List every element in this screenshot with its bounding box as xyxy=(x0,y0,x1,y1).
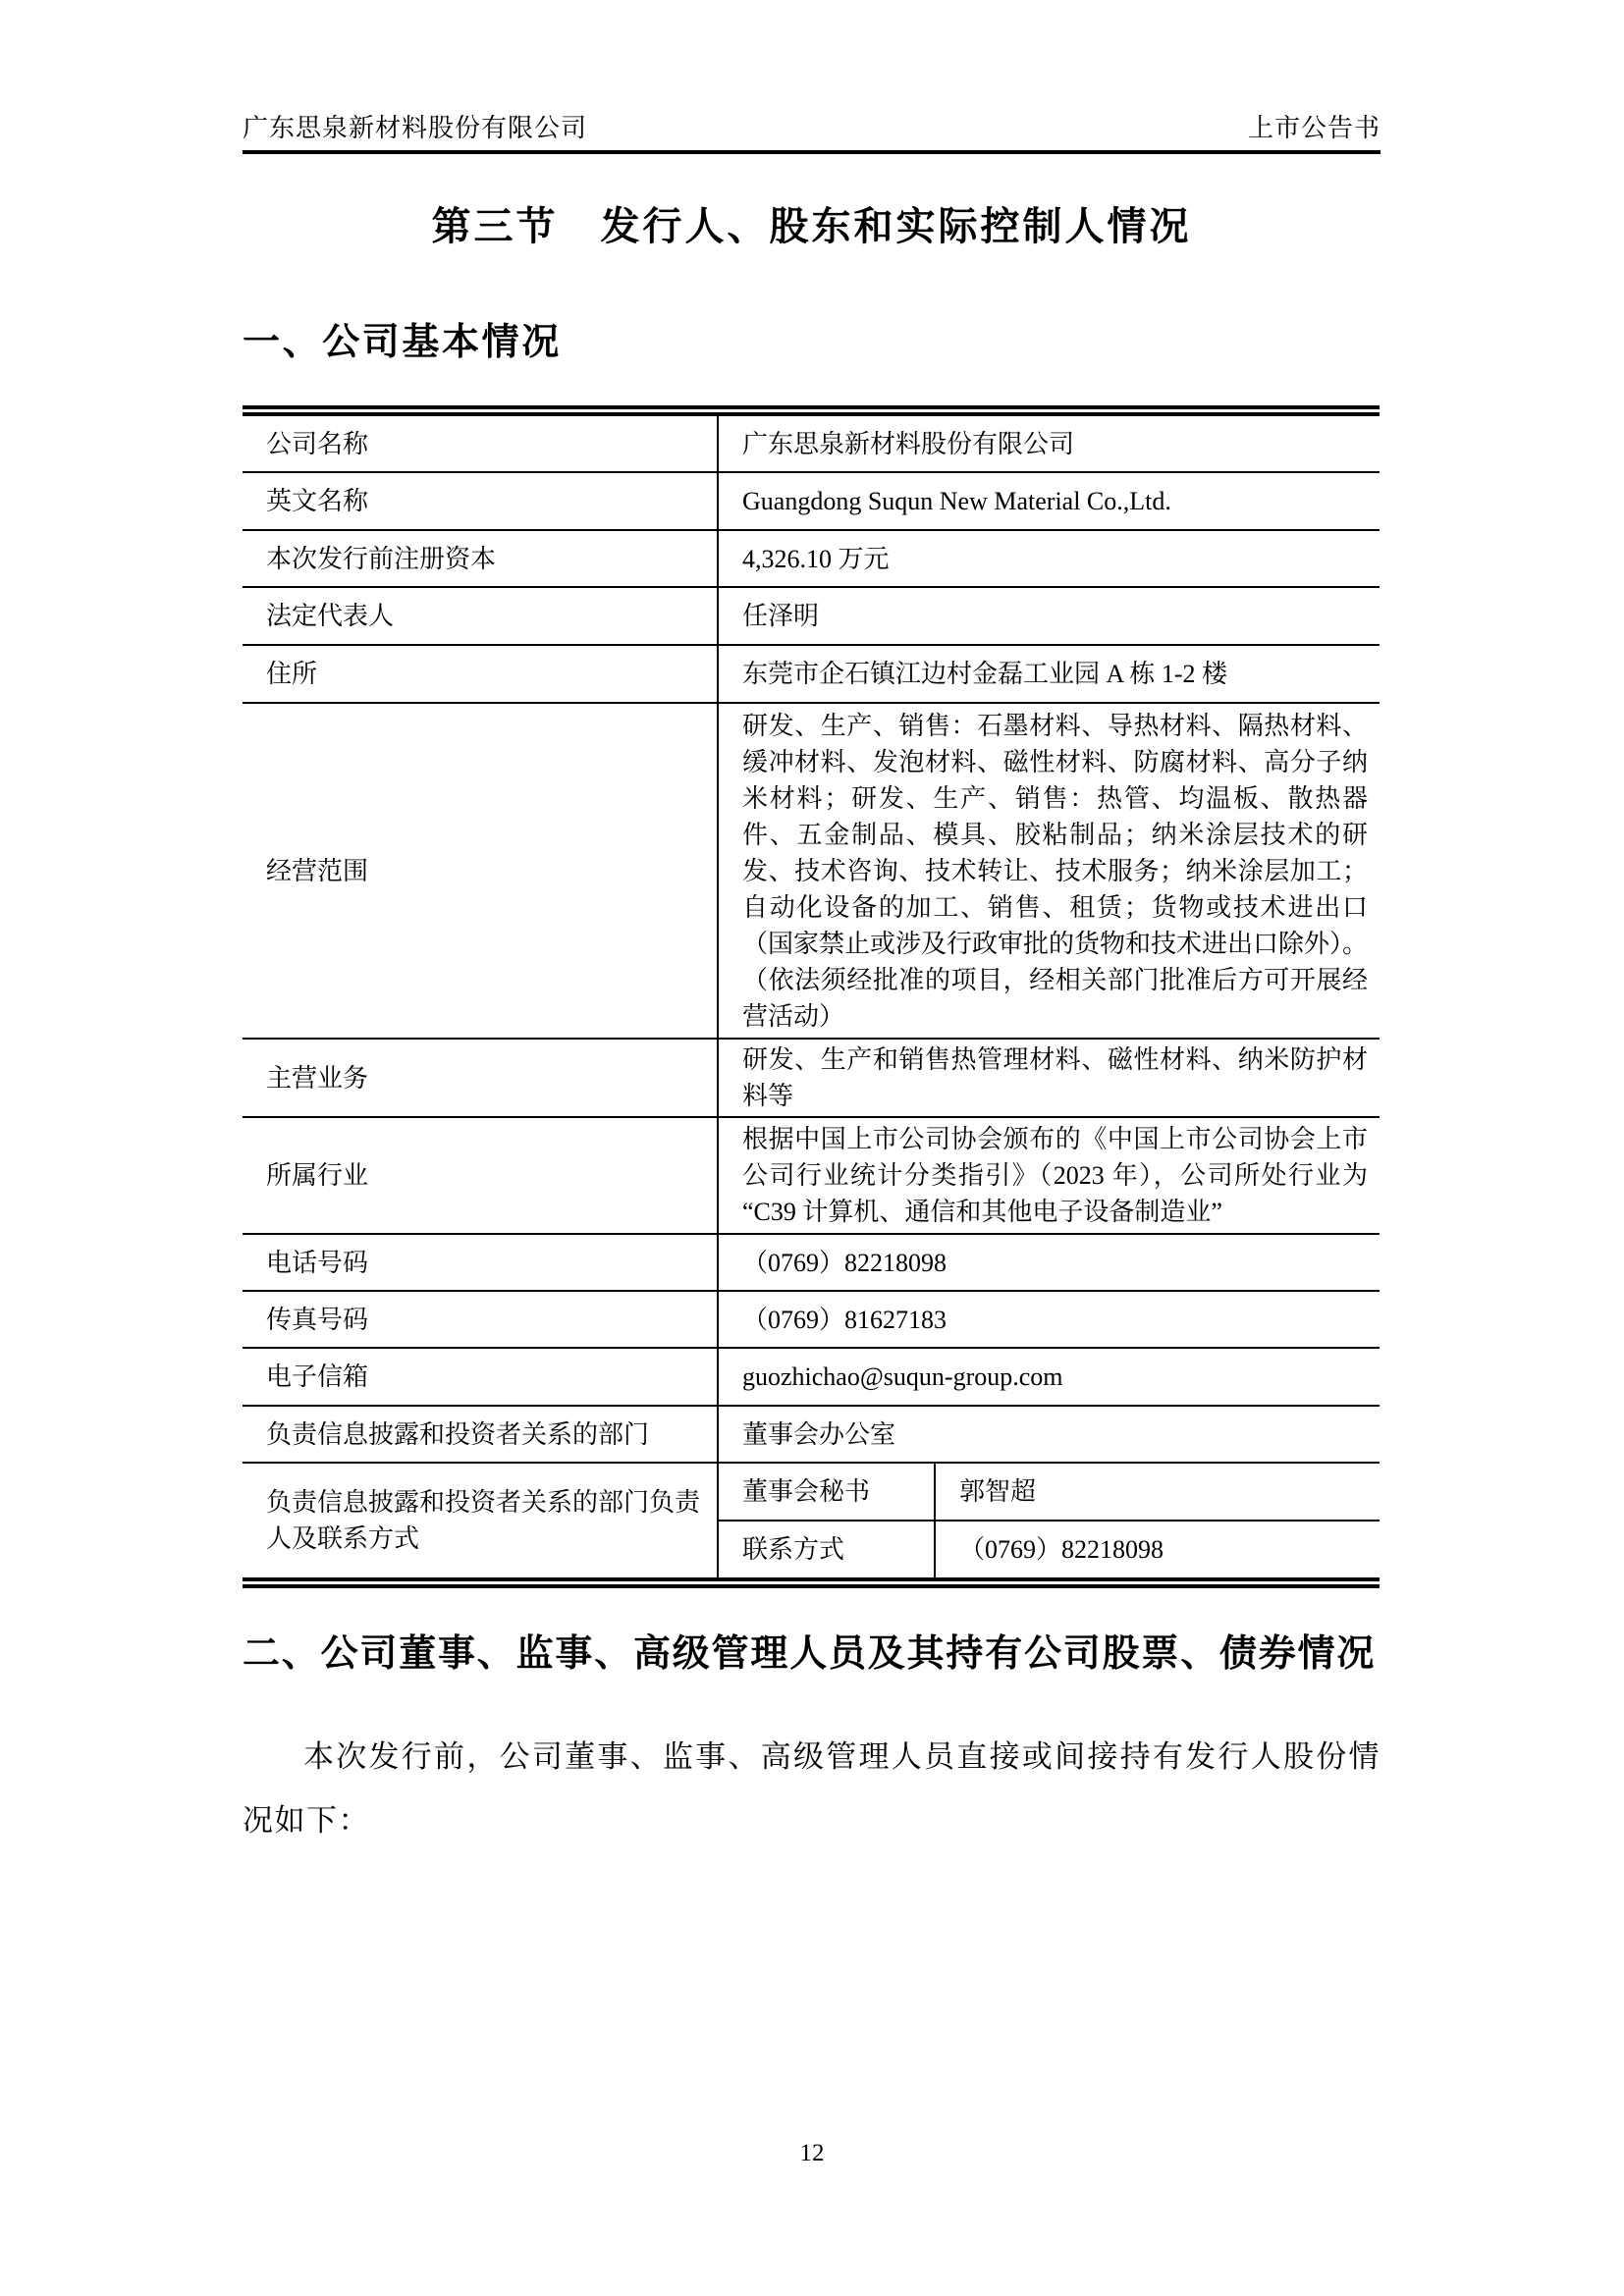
table-row-contact-secretary xyxy=(243,1463,1380,1521)
contact-value: （0769）82218098 xyxy=(935,1521,1380,1583)
row-value: 4,326.10 万元 xyxy=(718,530,1380,587)
row-label: 公司名称 xyxy=(243,411,718,473)
header-company-name: 广东思泉新材料股份有限公司 xyxy=(243,114,588,142)
row-label: 电子信箱 xyxy=(243,1348,718,1406)
page-header xyxy=(243,0,1380,154)
section-heading-company-basics: 一、公司基本情况 xyxy=(243,322,562,363)
table-row xyxy=(243,1234,1380,1291)
row-value: 研发、生产和销售热管理材料、磁性材料、纳米防护材料等 xyxy=(718,1039,1380,1117)
table-row xyxy=(243,411,1380,473)
table-row xyxy=(243,703,1380,1039)
table-row xyxy=(243,645,1380,703)
row-value: 东莞市企石镇江边村金磊工业园 A 栋 1-2 楼 xyxy=(718,645,1380,703)
header-doc-type: 上市公告书 xyxy=(1247,114,1380,142)
page-number: 12 xyxy=(799,2140,825,2166)
row-value: 任泽明 xyxy=(718,587,1380,645)
row-label: 本次发行前注册资本 xyxy=(243,530,718,587)
table-row xyxy=(243,1406,1380,1463)
contact-key: 联系方式 xyxy=(718,1521,935,1583)
row-value: Guangdong Suqun New Material Co.,Ltd. xyxy=(718,472,1380,530)
table-row xyxy=(243,587,1380,645)
row-label: 电话号码 xyxy=(243,1234,718,1291)
row-value: （0769）81627183 xyxy=(718,1291,1380,1348)
table-row xyxy=(243,1291,1380,1348)
table-row xyxy=(243,530,1380,587)
table-row xyxy=(243,472,1380,530)
company-info-table xyxy=(243,405,1380,1588)
section-heading-directors-holdings: 二、公司董事、监事、高级管理人员及其持有公司股票、债券情况 xyxy=(243,1633,1377,1675)
row-value: guozhichao@suqun-group.com xyxy=(718,1348,1380,1406)
row-value: 根据中国上市公司协会颁布的《中国上市公司协会上市公司行业统计分类指引》（2023 年），公司所处行业为“C39 计算机、通信和其他电子设备制造业” xyxy=(718,1117,1380,1234)
row-value: 研发、生产、销售：石墨材料、导热材料、隔热材料、缓冲材料、发泡材料、磁性材料、防腐材料、高分子纳米材料；研发、生产、销售：热管、均温板、散热器件、五金制品、模具、胶粘制品；纳米涂层技术的研发、技术咨询、技术转让、技术服务；纳米涂层加工；自动化设备的加工、销售、租赁；货物或技术进出口（国家禁止或涉及行政审批的货物和技术进出口除外）。（依法须经批准的项目，经相关部门批准后方可开展经营活动） xyxy=(718,703,1380,1039)
row-label: 主营业务 xyxy=(243,1039,718,1117)
contact-value: 郭智超 xyxy=(935,1463,1380,1521)
row-label: 负责信息披露和投资者关系的部门 xyxy=(243,1406,718,1463)
row-label: 住所 xyxy=(243,645,718,703)
row-label: 法定代表人 xyxy=(243,587,718,645)
row-label: 英文名称 xyxy=(243,472,718,530)
body-paragraph: 本次发行前，公司董事、监事、高级管理人员直接或间接持有发行人股份情况如下： xyxy=(243,1739,1380,1838)
table-row xyxy=(243,1039,1380,1117)
table-row xyxy=(243,1348,1380,1406)
row-label: 所属行业 xyxy=(243,1117,718,1234)
chapter-title: 第三节 发行人、股东和实际控制人情况 xyxy=(431,205,1192,248)
row-label: 经营范围 xyxy=(243,703,718,1039)
table-row xyxy=(243,1117,1380,1234)
contact-key: 董事会秘书 xyxy=(718,1463,935,1521)
row-label: 传真号码 xyxy=(243,1291,718,1348)
row-value: （0769）82218098 xyxy=(718,1234,1380,1291)
row-value: 董事会办公室 xyxy=(718,1406,1380,1463)
row-label: 负责信息披露和投资者关系的部门负责人及联系方式 xyxy=(243,1463,718,1583)
row-value: 广东思泉新材料股份有限公司 xyxy=(718,411,1380,473)
